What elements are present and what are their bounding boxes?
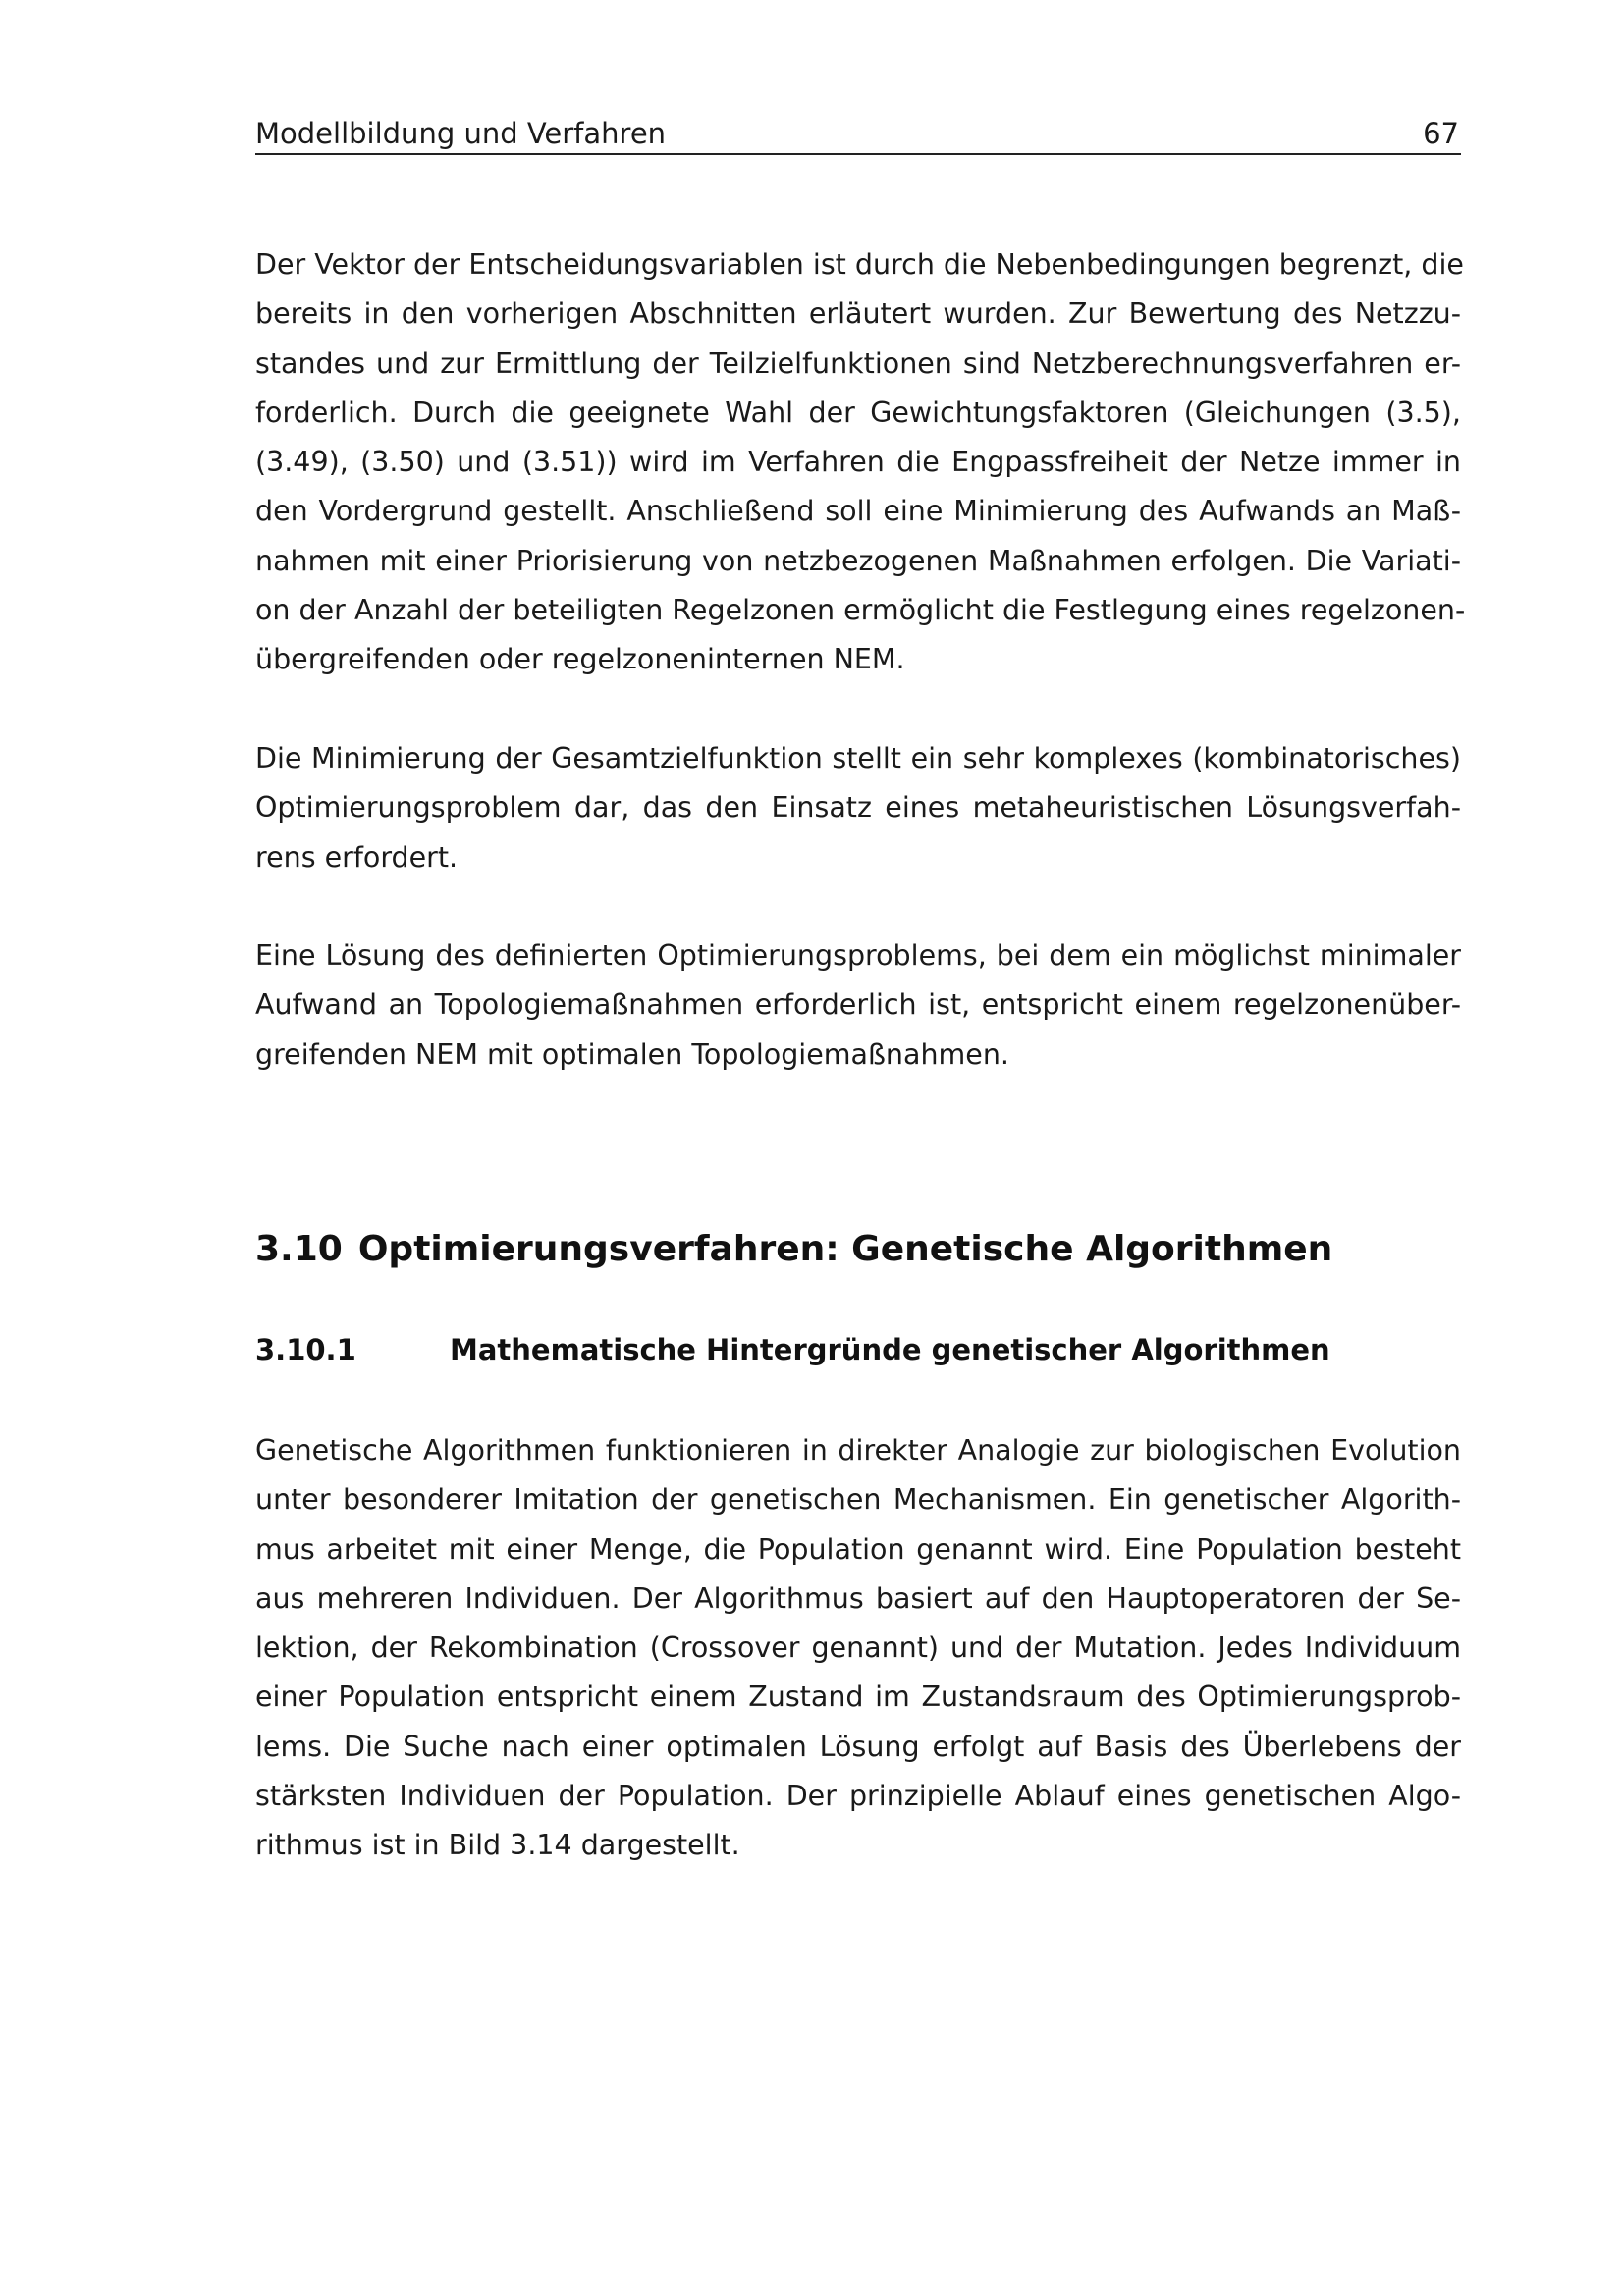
- text-line: Genetische Algorithmen funktionieren in direkter Analogie zur biologischen Evolution: [255, 1434, 1461, 1467]
- text-line: nahmen mit einer Priorisierung von netzbezogenen Maßnahmen erfolgen. Die Variati-: [255, 544, 1461, 577]
- section-heading: [255, 1225, 1332, 1274]
- text-line: standes und zur Ermittlung der Teilzielfunktionen sind Netzberechnungsverfahren er-: [255, 347, 1461, 380]
- subsection-title: Mathematische Hintergründe genetischer Algorithmen: [450, 1333, 1330, 1366]
- paragraph-1: [255, 240, 1466, 685]
- running-header: [255, 114, 1461, 155]
- text-line: Aufwand an Topologiemaßnahmen erforderlich ist, entspricht einem regelzonenüber-: [255, 988, 1461, 1022]
- text-line: Eine Lösung des definierten Optimierungsproblems, bei dem ein möglichst minimaler: [255, 939, 1461, 972]
- text-line: forderlich. Durch die geeignete Wahl der Gewichtungsfaktoren (Gleichungen (3.5),: [255, 396, 1461, 429]
- text-line: lems. Die Suche nach einer optimalen Lösung erfolgt auf Basis des Überlebens der: [255, 1730, 1461, 1763]
- section-number: 3.10: [255, 1229, 343, 1269]
- section-title: Optimierungsverfahren: Genetische Algorithmen: [357, 1229, 1333, 1269]
- text-line: den Vordergrund gestellt. Anschließend soll eine Minimierung des Aufwands an Maß-: [255, 495, 1461, 528]
- header-chapter-title: Modellbildung und Verfahren: [255, 117, 667, 150]
- text-line: greifenden NEM mit optimalen Topologiemaßnahmen.: [255, 1038, 1009, 1071]
- text-line: Die Minimierung der Gesamtzielfunktion stellt ein sehr komplexes (kombinatorisches): [255, 742, 1461, 774]
- text-line: unter besonderer Imitation der genetischen Mechanismen. Ein genetischer Algorith-: [255, 1483, 1461, 1517]
- text-line: (3.49), (3.50) und (3.51)) wird im Verfahren die Engpassfreiheit der Netze immer in: [255, 446, 1461, 479]
- text-line: mus arbeitet mit einer Menge, die Population genannt wird. Eine Population besteht: [255, 1532, 1461, 1566]
- text-line: übergreifenden oder regelzoneninternen NEM.: [255, 643, 905, 676]
- text-line: Der Vektor der Entscheidungsvariablen ist durch die Nebenbedingungen begrenzt, die: [255, 248, 1464, 281]
- paragraph-4: [255, 1426, 1461, 1871]
- text-line: stärksten Individuen der Population. Der prinzipielle Ablauf eines genetischen Algo-: [255, 1780, 1461, 1813]
- text-line: Optimierungsproblem dar, das den Einsatz eines metaheuristischen Lösungsverfah-: [255, 791, 1461, 825]
- text-line: rens erfordert.: [255, 840, 459, 874]
- subsection-number: 3.10.1: [255, 1333, 356, 1366]
- text-line: aus mehreren Individuen. Der Algorithmus basiert auf den Hauptoperatoren der Se-: [255, 1581, 1461, 1615]
- subsection-heading: [255, 1330, 1330, 1369]
- page-number: 67: [1423, 117, 1459, 150]
- text-line: rithmus ist in Bild 3.14 dargestellt.: [255, 1829, 740, 1862]
- text-line: lektion, der Rekombination (Crossover genannt) und der Mutation. Jedes Individuum: [255, 1631, 1461, 1665]
- text-line: einer Population entspricht einem Zustand im Zustandsraum des Optimierungsprob-: [255, 1681, 1461, 1714]
- paragraph-3: [255, 932, 1461, 1080]
- text-line: on der Anzahl der beteiligten Regelzonen ermöglicht die Festlegung eines regelzonen-: [255, 594, 1466, 627]
- text-line: bereits in den vorherigen Abschnitten erläutert wurden. Zur Bewertung des Netzzu-: [255, 297, 1461, 331]
- paragraph-2: [255, 734, 1461, 882]
